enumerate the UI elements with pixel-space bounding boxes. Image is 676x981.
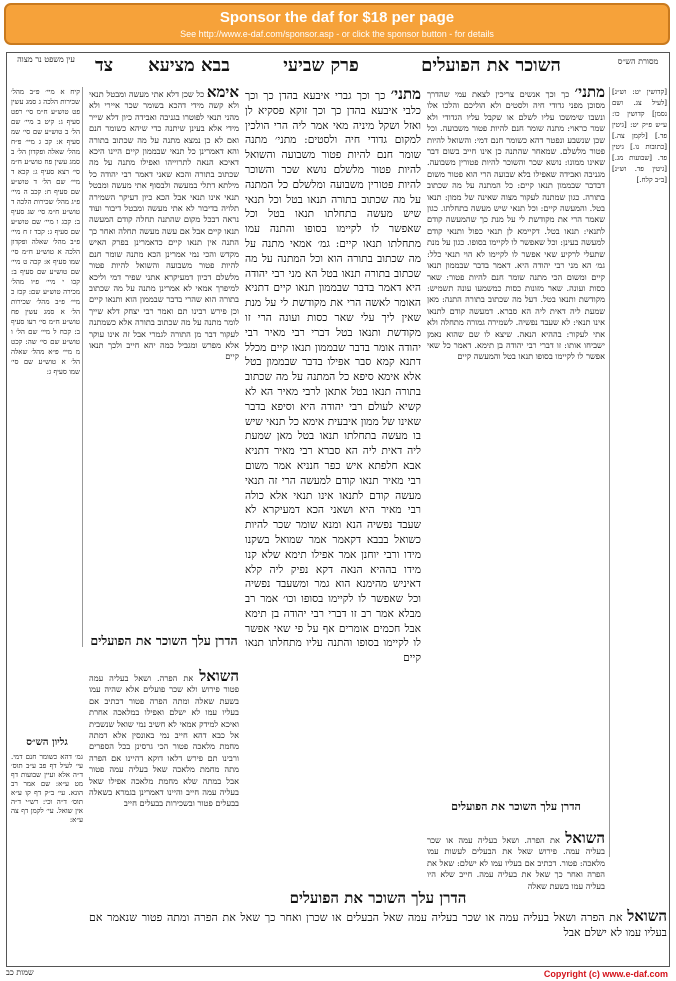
chapter-name: השוכר את הפועלים — [421, 55, 561, 76]
tosafot-shoel-text: את הפרה. ושאל בעליה עמה פטור פירוש ולא שכר פועלים אלא שהיה עמו בשעת שאלה ומתה הפרה פטור דכתיב אם בעליו עמו לא ישלם ואפילו במלאכה אחרת ואיכא למידק אמאי לא חשיב נמי שואל שנשבית אל כבא דהא חייב נמי באונסין אלא דמתה מחמת מלאכה פטור הכי גרסינן בכל הספרים ורבינו תם פירש דלאו דוקא דהיינו אם הפרה מתה מחמת מלאכה שאל בעליה עמה פטור אבל במתה שלא מחמת מלאכה אפילו שאל בעליה עמה חייב והיינו דאמרינן בגמרא בשאלה בבעלים פטור ובשכירות בבעלים חייב — [89, 673, 239, 809]
tosafot-shoel-lead: השואל — [199, 667, 239, 685]
rashi-lead-word: מתני׳ — [574, 83, 605, 101]
gemara-column — [245, 87, 421, 869]
tosafot-lead-word: אימא — [206, 83, 239, 101]
eyn-mishpat-column: קיח א מיי׳ פ״ב מהל׳ שכירות הלכה ג סמג עשין פט טוש״ע ח״מ סי׳ רפט סעיף ג: קיט ב מיי׳ שם הל׳ ב טוש״ע שם סי׳ שמ סעיף א: קכ ג מיי׳ פ״ח מהל׳ שאלה ופקדון הל׳ ב סמג עשין פח טוש״ע ח״מ סי׳ רצא סעיף ג: קכא ד מיי׳ שם הל׳ ד טוש״ע שם סעיף ח: קכב ה מיי׳ פ״ג מהל׳ שכירות הלכה ד טוש״ע ח״מ סי׳ שג סעיף ב: קכג ו מיי׳ שם טוש״ע שם סעיף ג: קכד ז ח מיי׳ פ״ב מהל׳ שאלה ופקדון הלכה א טוש״ע ח״מ סי׳ שמו סעיף א: קכה ט מיי׳ שם טוש״ע שם סעיף ב: קכו י מיי׳ פ״ו מהל׳ מכירה טוש״ע שם: קכז כ מיי׳ פ״ב מהל׳ שכירות הל׳ א סמג עשין פח טוש״ע ח״מ סי׳ רעו סעיף ב: קכח ל מיי׳ שם הל׳ ו טוש״ע שם סי׳ שה: קכט מ מיי׳ פ״א מהל׳ שאלה הל׳ א טוש״ע שם סי׳ שמו סעיף ג: — [11, 87, 83, 647]
mishna-lead-word: השואל — [627, 907, 667, 925]
rashi-next-chapter — [427, 829, 606, 891]
tosafot-next-chapter — [89, 667, 239, 893]
rashi-column — [427, 83, 605, 869]
hadran-rashi: הדרן עלך השוכר את הפועלים — [451, 800, 581, 813]
gemara-lead-word: מתני׳ — [390, 85, 422, 103]
sponsor-banner[interactable] — [4, 3, 670, 45]
copyright-link[interactable]: Copyright (c) www.e-daf.com — [543, 969, 668, 979]
sponsor-subtitle[interactable]: See http://www.e-daf.com/sponsor.asp - or click the sponsor button - for details — [180, 29, 494, 39]
gilyon-hashas-column: גמ׳ דהא כשומר חנם דמי. עי׳ לעיל דף פב ע״ב תוס׳ ד״ה אלא ועיין שבועות דף מט ע״א: שם אמר רב הונא. עי׳ ב״ק דף קו ע״א תוס׳ ד״ה וכי: רש״י ד״ה אין שואל. עי׳ לקמן דף צה ע״א: — [11, 753, 83, 824]
mesoret-heading: מסורת הש״ס — [617, 57, 659, 66]
hadran-tosafot: הדרן עלך השוכר את הפועלים — [90, 633, 238, 648]
tractate-name: בבא מציעא — [148, 55, 230, 76]
rashi-shoel-text: את הפרה. ושאל בעליה עמה או שכר בעליה עמה. פירוש שאל את הבעלים לעשות עמו מלאכה: פטור. דכתיב אם בעליו עמו לא ישלם: שאל את הפרה ואחר כך שאל את בעליה עמה. חייב שלא היו בעליה עמו בשעת שאלה — [427, 835, 605, 891]
eyn-mishpat-heading: עין משפט נר מצוה — [17, 55, 75, 64]
gemara-text: כך וכך גברי איבעא בהדן כך וכך כלבי איבעא בהדן כך וכך זוקא פסקיא לן ואזל ושקל מיניה מאי אמר ליה הרי הולכין למקום גדודי חיה ולסטים: מתני׳ מתנה שומר חנם להיות פטור משבועה והשואל להיות פטור מלשלם נושא שכר והשוכר להיות פטורין משבועה ומלשלם כל המתנה על מה שכתוב בתורה תנאו בטל וכל תנאי שיש מעשה בתחלתו תנאו בטל וכל שאפשר לו לקיימו בסופו והתנה עמו מתחלתו תנאו קיים: גמ׳ אמאי מתנה על מה שכתוב בתורה הוא וכל המתנה על מה שכתוב בתורה תנאו בטל הא מני רבי יהודה היא דאמר בדבר שבממון תנאו קיים דתניא האומר לאשה הרי את מקודשת לי על מנת שאין ליך עלי שאר כסות ועונה הרי זו מקודשת ותנאו בטל דברי רבי מאיר רבי יהודה אומר בדבר שבממון תנאו קיים מכלל דתנא קמא סבר אפילו בדבר שבממון בטל אלא אימא סיפא כל המתנה על מה שכתוב בתורה תנאו בטל אתאן לרבי מאיר הא לא קשיא לעולם רבי יהודה היא וסיפא בדבר שאינו של ממון איבעית אימא כל תנאי שיש בו מעשה בתחלתו תנאו בטל מאן שמעת ליה דאית ליה הא סברא רבי מאיר דתניא אבא חלפתא איש כפר חנניא אמר משום רבי מאיר תנאו קודם למעשה הרי זה תנאי מעשה קודם לתנאו אינו תנאי אלא כולה רבי מאיר היא ושאני הכא דמעיקרא לא שעבד נפשיה הנא ומנא שומר שכר להיות כשואל בבבא דקאמר אמר שמואל בשקנו מידו ורבי יוחנן אמר אפילו תימא שלא קנו מידו בההיא הנאה דקא נפיק ליה קלא דאיניש מהימנא הוא גמר ומשעבד נפשיה וכל שאפשר לו לקיימו בסופו וכו׳ אמר רב מבלא אמר רב זו דברי רבי יהודה בן תימא אבל חכמים אומרים אף על פי שאי אפשר לו לקיימו בסופו והתנה עליו מתחלתו תנאו קיים — [245, 90, 421, 665]
next-chapter-mishna — [89, 909, 667, 965]
gilyon-hashas-title: גליון הש״ס — [26, 737, 68, 748]
sponsor-title[interactable]: Sponsor the daf for $18 per page — [219, 9, 455, 26]
tosafot-text: כל שכן דלא אתי מעשה ומבטל תנאי ולא קשה מידי דהכא בשומר שכר איירי ולא מהני תנאי לפוטרו בגניבה ואבידה כיון דלא שייר מידי אלא בעינן שיתנה כדי שיהא כשומר חנם ואם לא כן נמצא מתנה על מה שכתוב בתורה והא דאמרינן כל תנאי שבממון קיים היינו היכא דאיכא הנאה לתרוייהו ואפילו מתנה על מה שכתוב בתורה והכא שאני דאמר רבי יהודה כל מילתא דתלי במעשה ולבסוף אתי מעשה ומבטל תנאי אינו תנאי אבל הכא כיון דעיקר השמירה תלויה בדיבור לא אתי מעשה ומבטל דיבור ועוד נראה דבכל מקום שהתנה תחלה קודם המעשה תנאו קיים אבל אם עשה מעשה תחלה ואחר כך התנה אין תנאו קיים כדאמרינן בפרק האיש מקדש והכי נמי אמרינן הכא מתנה שומר חנם להיות פטור משבועה והשואל להיות פטור מלשלם דכיון דמעיקרא אתני שפיר דמי וליכא למיפרך אמאי לא אמרינן מתנה על מה שכתוב בתורה הוא שהרי בדבר שבממון הוא ותנאו קיים וכן פירש רבינו תם ואמר רבי יצחק דלא שייך לומר מתנה על מה שכתוב בתורה אלא כשמתנה לעקור דבר מן התורה לגמרי אבל זה אינו עוקר אלא מפרש ומגביל כמה יהא חייב ולכך תנאו קיים — [89, 89, 239, 362]
tosafot-column — [89, 83, 239, 631]
talmud-page — [6, 52, 670, 967]
chapter-number: פרק שביעי — [283, 55, 359, 76]
page-number: צד — [94, 55, 114, 76]
rashi-text: כך וכך אנשים צריכין לצאת עמי שהדרך מסוכן מפני גדודי חיה ולסטים ולא הוליכם והלכו אלו ונשבו שימשכו עליו לשלם או שקבל עליו הגדודי ולא שמר כראוי: מתנה שומר חנם להיות פטור משבועה. וכל שכן שנשבע ונפטר דהא כשומר חנם דמי: והשואל להיות פטור מלשלם. שמאחר שהתנה כן אינו חייב בשום דבר שאינו ממונו: נושא שכר והשוכר להיות פטורין משבועה. מגניבה ואבידה שאפילו בלא שבועה הרי הוא פטור משום דבדבר שבממון תנאו קיים: כל המתנה על מה שכתוב בתורה. כגון שמתנה לעקור מצוה שאינה של ממון: תנאו בטל. והמעשה קיים: וכל תנאי שיש מעשה בתחלתו. כגון שאמר הרי את מקודשת לי על מנת כך שהמעשה קודם לתנאי: תנאו בטל. דקיימא לן תנאי כפול ותנאי קודם למעשה בעינן: וכל שאפשר לו לקיימו בסופו. כגון על מנת שתעלי לרקיע שאי אפשר לו לקיימו לא הוי תנאי כלל: גמ׳ הא מני רבי יהודה היא. דאמר בדבר שבממון תנאו קיים ומשום הכי מתנה שומר חנם להיות פטור: שאר כסות ועונה. שאר מזונות כסות כמשמעו עונה תשמיש: מקודשת ותנאו בטל. דעל מה שכתוב בתורה התנה: מאן שמעת ליה דאית ליה הא סברא. דמעשה קודם לתנאו אינו תנאי: לא שעבד נפשיה. לשמירה גמורה מתחלה ולא אתי לעקור: בההיא הנאה. שיצא לו שם שהוא נאמן ישביחו אותו: זו דברי רבי יהודה בן תימא. דאמר כל שאי אפשר לו לקיימו בסופו תנאו בטל והמעשה קיים — [427, 89, 605, 362]
footer-reference: שמות כב — [6, 968, 34, 977]
mishna-text: את הפרה ושאל בעליה עמה או שכר בעליה עמה שאל הבעלים או שכרן ואחר כך שאל את הפרה ומתה פטור שנאמר אם בעליו עמו לא ישלם אבל — [89, 911, 667, 939]
mesoret-hashas-column: [קדושין יט: וש״נ] [לעיל צג. ושם נסמן] קדושין כו: ע״ש פ״ק יט: [גיטין פד.] [לקמן צה.] [כתובות נו.] גיטין פד. [שבועות מג.] [גיטין פד. וש״נ] [ב״ב קלח.] — [609, 87, 667, 857]
hadran-main: הדרן עלך השוכר את הפועלים — [289, 889, 467, 907]
rashi-shoel-lead: השואל — [565, 829, 606, 847]
